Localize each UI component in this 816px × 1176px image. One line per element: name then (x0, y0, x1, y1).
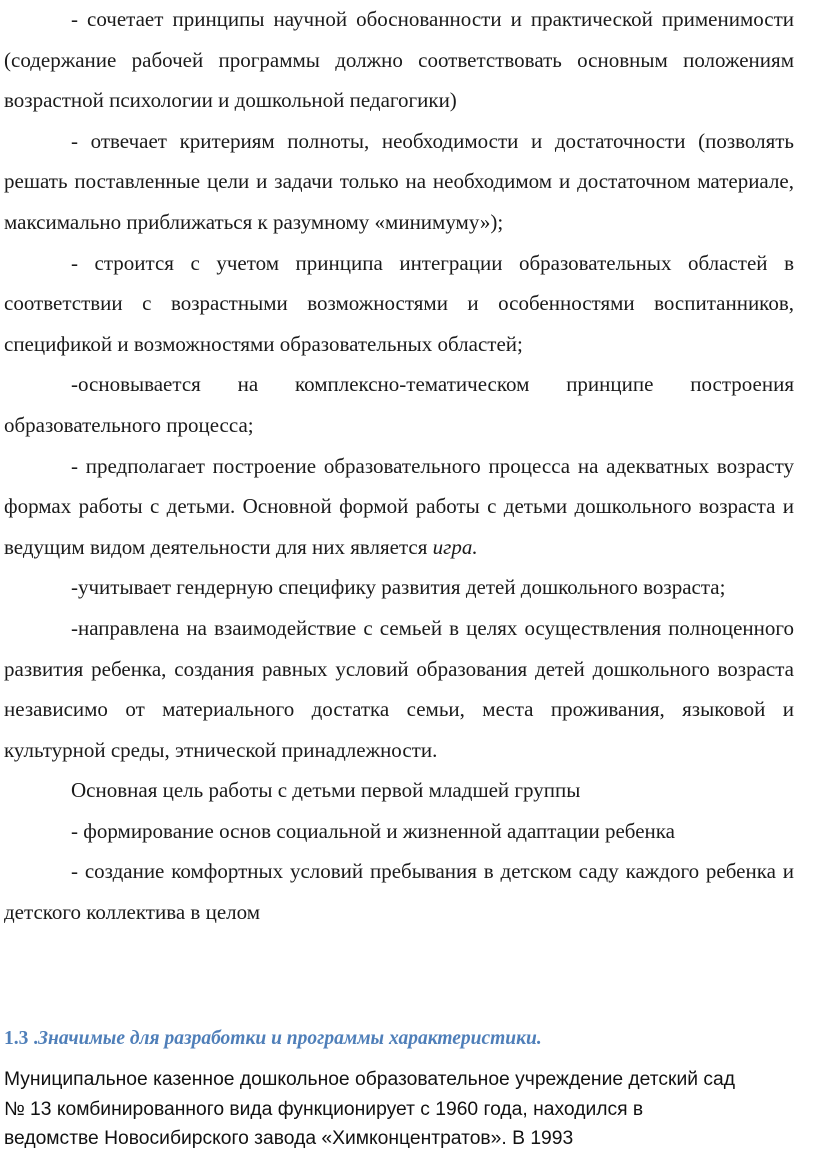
section-body-line: Муниципальное казенное дошкольное образовательное учреждение детский сад (4, 1069, 735, 1090)
principle-integration: - строится с учетом принципа интеграции образовательных областей в соответствии с возрастными возможностями и особенностями воспитанников, спецификой и возможностями образовательных областей; (4, 250, 794, 356)
goal-heading: Основная цель работы с детьми первой младшей группы (71, 778, 581, 803)
principle-gender: -учитывает гендерную специфику развития детей дошкольного возраста; (71, 575, 726, 600)
section-number: 1.3 . (4, 1028, 39, 1049)
emphasis-play: игра. (432, 534, 478, 559)
goal-item-comfort: - создание комфортных условий пребывания в детском саду каждого ребенка и детского коллектива в целом (4, 859, 794, 925)
principle-family: -направлена на взаимодействие с семьей в целях осуществления полноценного развития ребенка, создания равных условий образования детей дошкольного возраста независимо от материального достатка семьи, места проживания, языковой и культурной среды, этнической принадлежности. (4, 615, 794, 762)
section-body-line: ведомстве Новосибирского завода «Химконцентратов». В 1993 (4, 1128, 574, 1150)
goal-item-adaptation: - формирование основ социальной и жизненной адаптации ребенка (71, 818, 675, 843)
principle-age-forms-text: - предполагает построение образовательного процесса на адекватных возрасту формах работы с детьми. Основной формой работы с детьми дошкольного возраста и ведущим видом деятельности для них является (4, 453, 794, 559)
principle-thematic: -основывается на комплексно-тематическом принципе построения образовательного процесса; (4, 372, 794, 437)
section-title: Значимые для разработки и программы характеристики. (38, 1028, 542, 1049)
section-heading (4, 1024, 794, 1054)
principle-age-forms (4, 446, 794, 568)
principle-scientific-validity: - сочетает принципы научной обоснованности и практической применимости (содержание рабочей программы должно соответствовать основным положениям возрастной психологии и дошкольной педагогики) (4, 7, 794, 113)
principles-list (4, 0, 794, 933)
section-body-line: № 13 комбинированного вида функционирует с 1960 года, находился в (4, 1098, 644, 1120)
principle-completeness: - отвечает критериям полноты, необходимости и достаточности (позволять решать поставленные цели и задачи только на необходимом и достаточном материале, максимально приближаться к разумному «минимуму»); (4, 128, 794, 234)
section-body (4, 1065, 794, 1154)
